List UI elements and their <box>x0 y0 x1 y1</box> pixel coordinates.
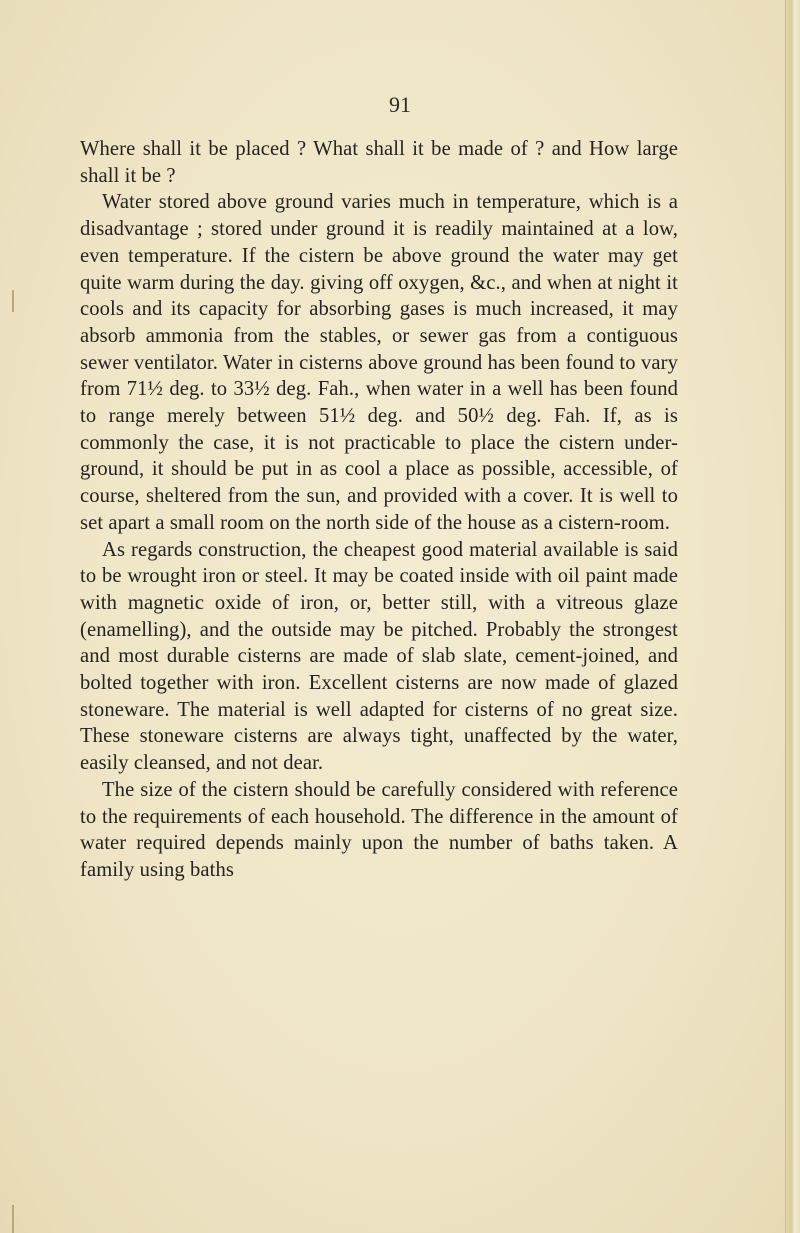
paragraph: The size of the cistern should be carefully considered with reference to the requirements of each household. The difference in the amount of water required depends mainly upon the number of baths taken. A family using baths <box>80 778 678 881</box>
page-number: 91 <box>389 92 411 117</box>
body-text <box>80 136 678 884</box>
paragraph: Where shall it be placed ? What shall it be made of ? and How large shall it be ? <box>80 138 678 187</box>
paragraph: As regards construction, the cheapest good material available is said to be wrought iron or steel. It may be coated inside with oil paint made with magnetic oxide of iron, or, better still, with a vitreous glaze (enamelling), and the outside may be pitched. Probably the strongest and most durable cisterns are made of slab slate, cement-joined, and bolted together with iron. Excellent cisterns are now made of glazed stoneware. The material is well adapted for cisterns of no great size. These stoneware cisterns are always tight, unaffected by the water, easily cleansed, and not dear. <box>80 538 678 775</box>
margin-mark <box>12 1205 14 1233</box>
paragraph: Water stored above ground varies much in temperature, which is a disadvantage ; stored under ground it is readily maintained at a low, even temperature. If the cistern be above ground the water may get quite warm during the day. giving off oxygen, &c., and when at night it cools and its capacity for absorbing gases is much increased, it may absorb ammonia from the stables, or sewer gas from a contiguous sewer ventilator. Water in cisterns above ground has been found to vary from 71½ deg. to 33½ deg. Fah., when water in a well has been found to range merely between 51½ deg. and 50½ deg. Fah. If, as is commonly the case, it is not practicable to place the cistern under-ground, it should be put in as cool a place as possible, accessible, of course, sheltered from the sun, and provided with a cover. It is well to set apart a small room on the north side of the house as a cistern-room. <box>80 191 678 534</box>
margin-mark <box>12 290 14 312</box>
page-edge <box>785 0 800 1233</box>
